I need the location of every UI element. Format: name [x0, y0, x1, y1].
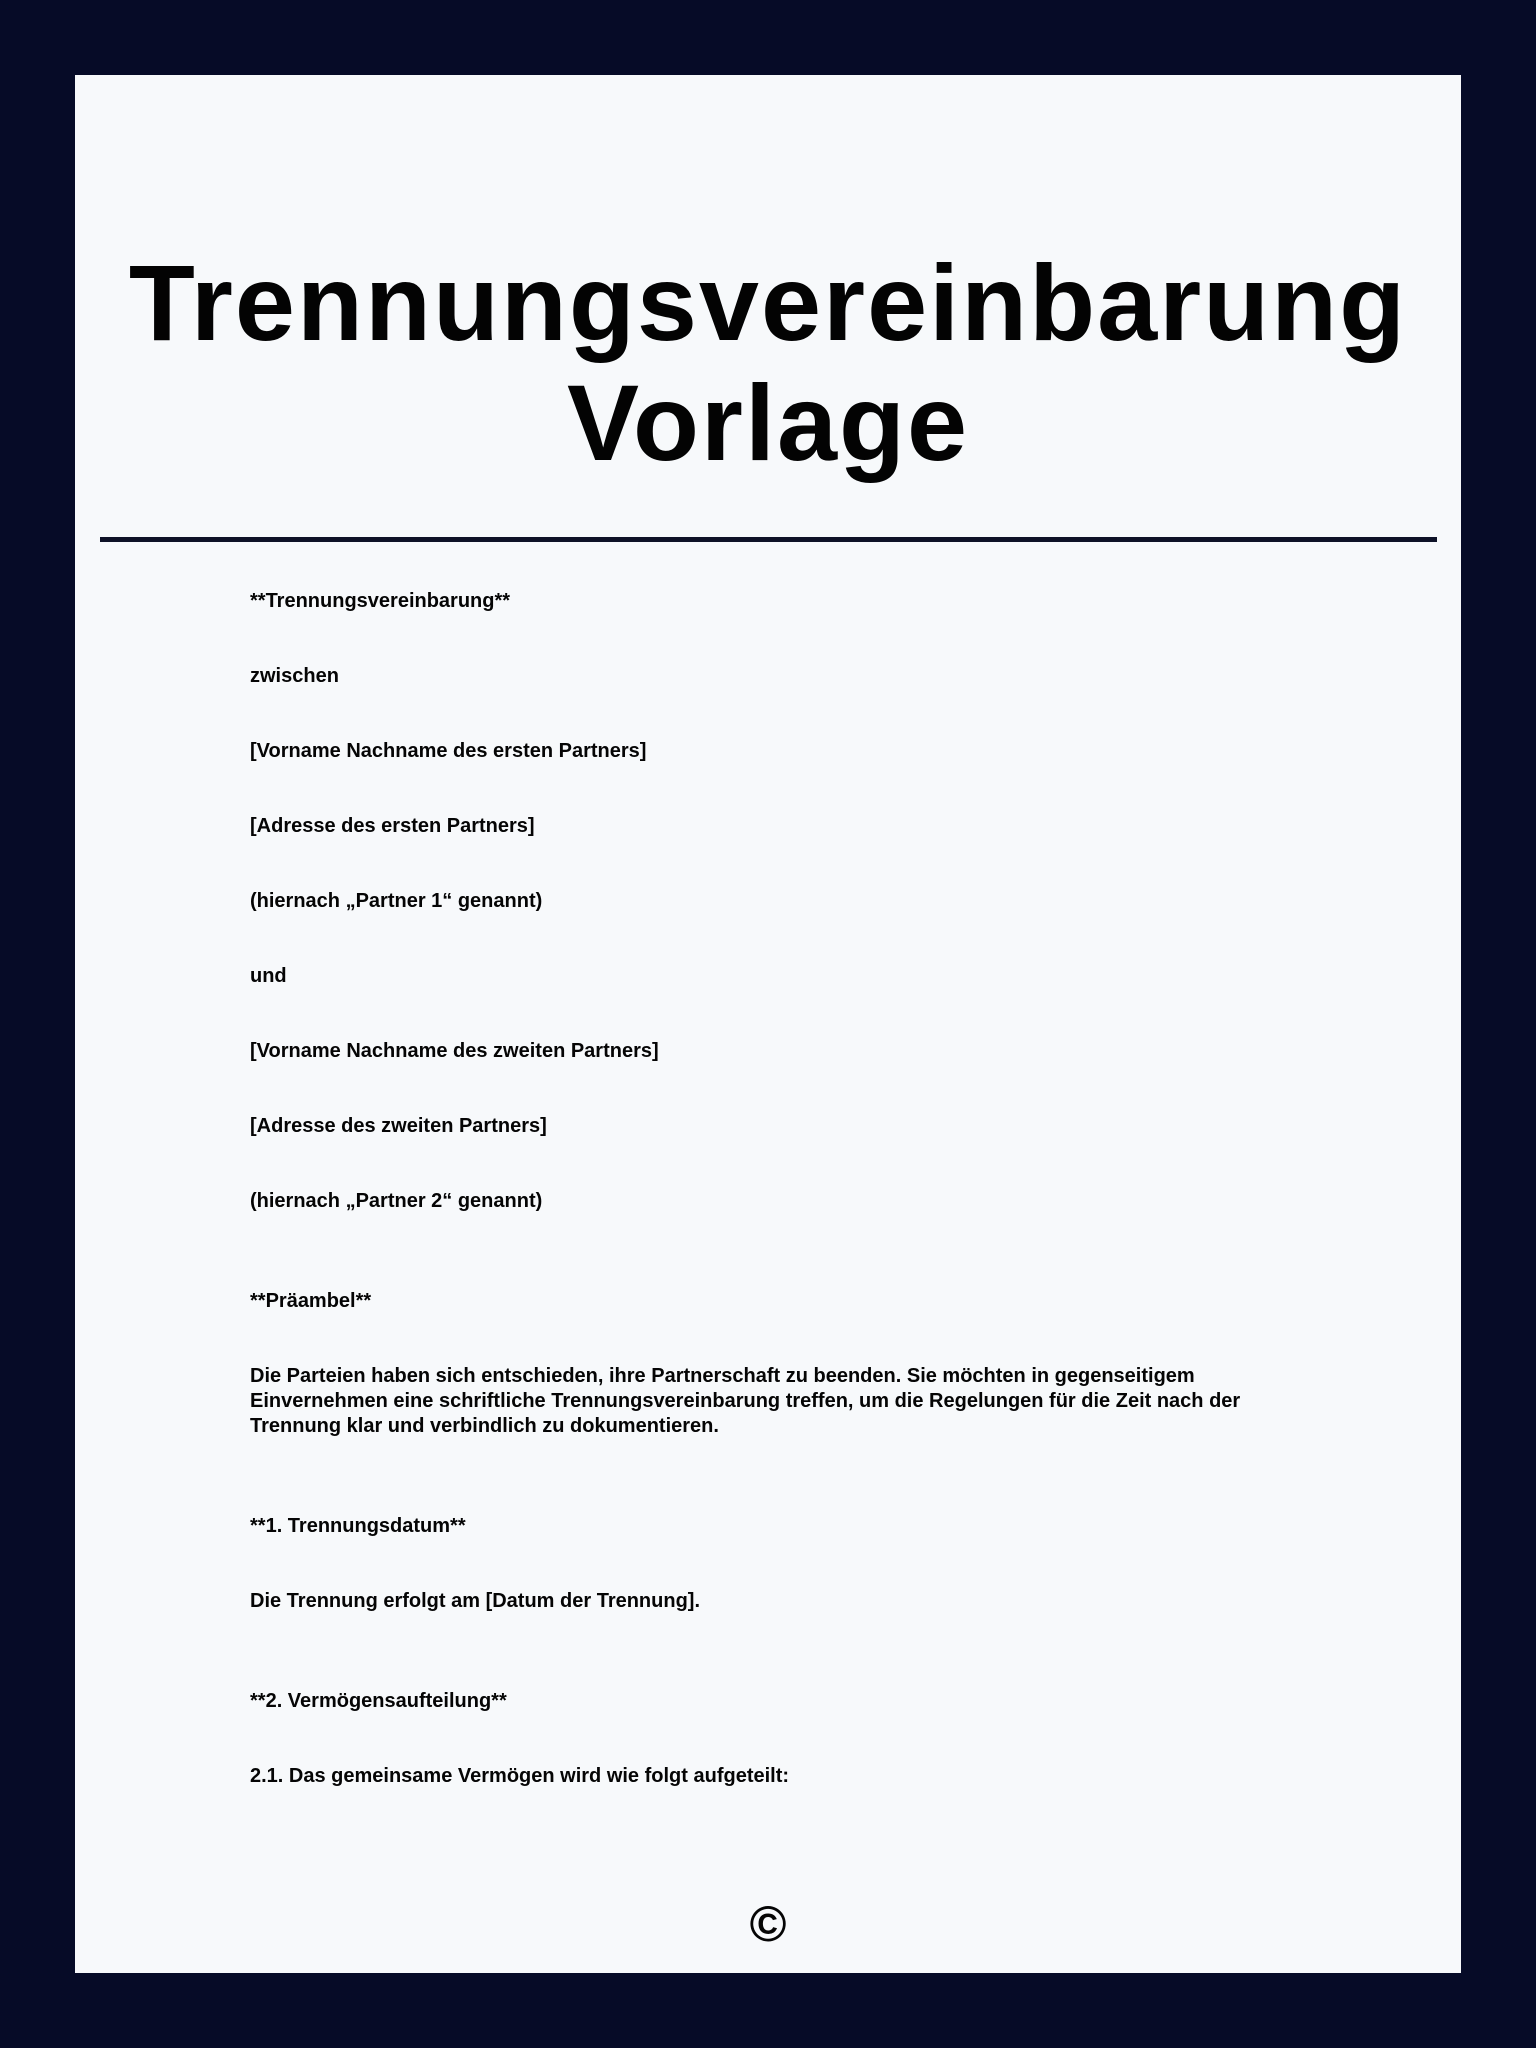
partner-2-designation: (hiernach „Partner 2“ genannt) [250, 1190, 543, 1212]
placeholder-partner-1-address: [Adresse des ersten Partners] [250, 815, 535, 837]
copyright-symbol: © [749, 1896, 787, 1952]
placeholder-partner-2-name: [Vorname Nachname des zweiten Partners] [250, 1040, 659, 1062]
document-page [75, 75, 1461, 1973]
placeholder-partner-2-address: [Adresse des zweiten Partners] [250, 1115, 547, 1137]
document-title-line-2: Vorlage [566, 362, 970, 483]
heading-preamble: **Präambel** [250, 1290, 372, 1312]
heading-agreement: **Trennungsvereinbarung** [250, 590, 511, 612]
text-between: zwischen [250, 665, 339, 687]
title-divider [100, 537, 1437, 542]
separation-date-text: Die Trennung erfolgt am [Datum der Trennung]. [250, 1590, 701, 1612]
heading-asset-division: **2. Vermögensaufteilung** [250, 1690, 507, 1712]
asset-division-text: 2.1. Das gemeinsame Vermögen wird wie folgt aufgeteilt: [250, 1765, 790, 1787]
text-and: und [250, 965, 287, 987]
placeholder-partner-1-name: [Vorname Nachname des ersten Partners] [250, 740, 647, 762]
preamble-text: Die Parteien haben sich entschieden, ihre Partnerschaft zu beenden. Sie möchten in gegenseitigem Einvernehmen eine schriftliche Trennungsvereinbarung treffen, um die Regelungen für die Zeit nach der Trennung klar und verbindlich zu dokumentieren. [250, 1365, 1241, 1437]
partner-1-designation: (hiernach „Partner 1“ genannt) [250, 890, 543, 912]
document-title-line-1: Trennungsvereinbarung [128, 242, 1408, 363]
document-title [75, 243, 1461, 483]
heading-separation-date: **1. Trennungsdatum** [250, 1515, 466, 1537]
